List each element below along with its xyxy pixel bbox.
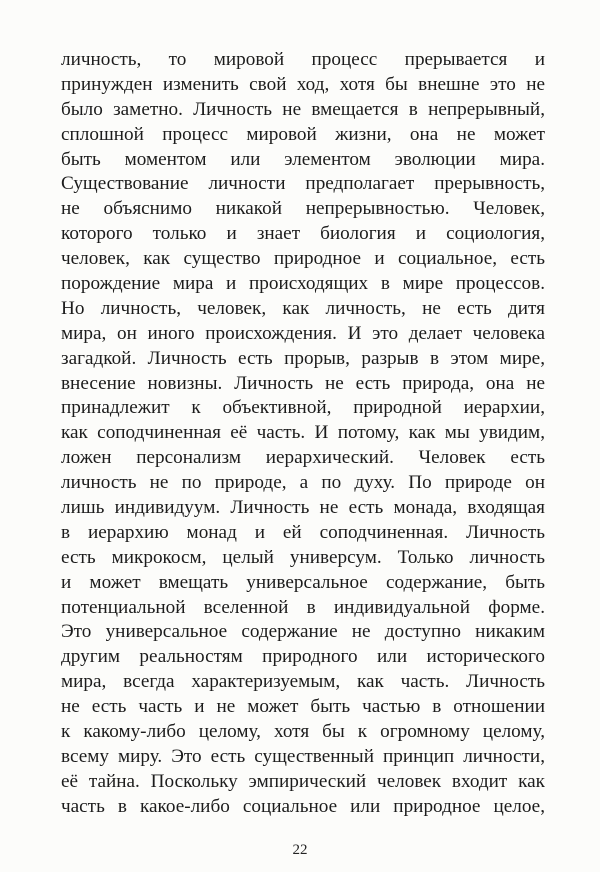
text-line: порождение мира и происходящих в мире процессов. — [61, 273, 545, 295]
text-line: личность, то мировой процесс прерывается и — [61, 49, 545, 70]
text-line: лишь индивидуум. Личность не есть монада, входящая — [61, 497, 545, 519]
text-line: принадлежит к объективной, природной иерархии, — [61, 397, 545, 419]
text-line: загадкой. Личность есть прорыв, разрыв в этом мире, — [61, 347, 545, 369]
text-line: и может вмещать универсальное содержание, быть — [61, 571, 545, 593]
text-line: Это универсальное содержание не доступно никаким — [61, 621, 545, 643]
text-line: как соподчиненная её часть. И потому, как мы увидим, — [61, 422, 545, 444]
text-line: человек, как существо природное и социальное, есть — [61, 248, 545, 270]
text-line: её тайна. Поскольку эмпирический человек входит как — [61, 770, 545, 792]
text-line: всему миру. Это есть существенный принцип личности, — [61, 745, 545, 767]
text-line: мира, всегда характеризуемым, как часть. Личность — [61, 671, 545, 693]
text-line: Но личность, человек, как личность, не есть дитя — [61, 297, 545, 319]
page-number: 22 — [292, 842, 308, 858]
text-line: было заметно. Личность не вмещается в непрерывный, — [61, 98, 545, 120]
text-line: Существование личности предполагает прерывность, — [61, 173, 545, 195]
text-line: в иерархию монад и ей соподчиненная. Личность — [61, 521, 545, 543]
text-line: не есть часть и не может быть частью в отношении — [61, 696, 545, 718]
text-line: часть в какое-либо социальное или природное целое, — [61, 795, 545, 817]
text-line: быть моментом или элементом эволюции мира. — [61, 148, 545, 170]
text-line: которого только и знает биология и социология, — [61, 223, 545, 245]
text-line: принужден изменить свой ход, хотя бы внешне это не — [61, 73, 545, 95]
text-line: есть микрокосм, целый универсум. Только личность — [61, 546, 545, 568]
text-line: потенциальной вселенной в индивидуальной форме. — [61, 596, 545, 618]
text-line: личность не по природе, а по духу. По природе он — [61, 472, 545, 494]
text-line: мира, он иного происхождения. И это делает человека — [61, 322, 545, 344]
text-line: сплошной процесс мировой жизни, она не может — [61, 123, 545, 145]
body-text — [61, 48, 545, 820]
text-line: не объяснимо никакой непрерывностью. Человек, — [61, 198, 545, 220]
text-line: ложен персонализм иерархический. Человек есть — [61, 447, 545, 469]
text-line: другим реальностям природного или исторического — [61, 646, 545, 668]
text-line: к какому-либо целому, хотя бы к огромному целому, — [61, 721, 545, 743]
text-line: внесение новизны. Личность не есть природа, она не — [61, 372, 545, 394]
